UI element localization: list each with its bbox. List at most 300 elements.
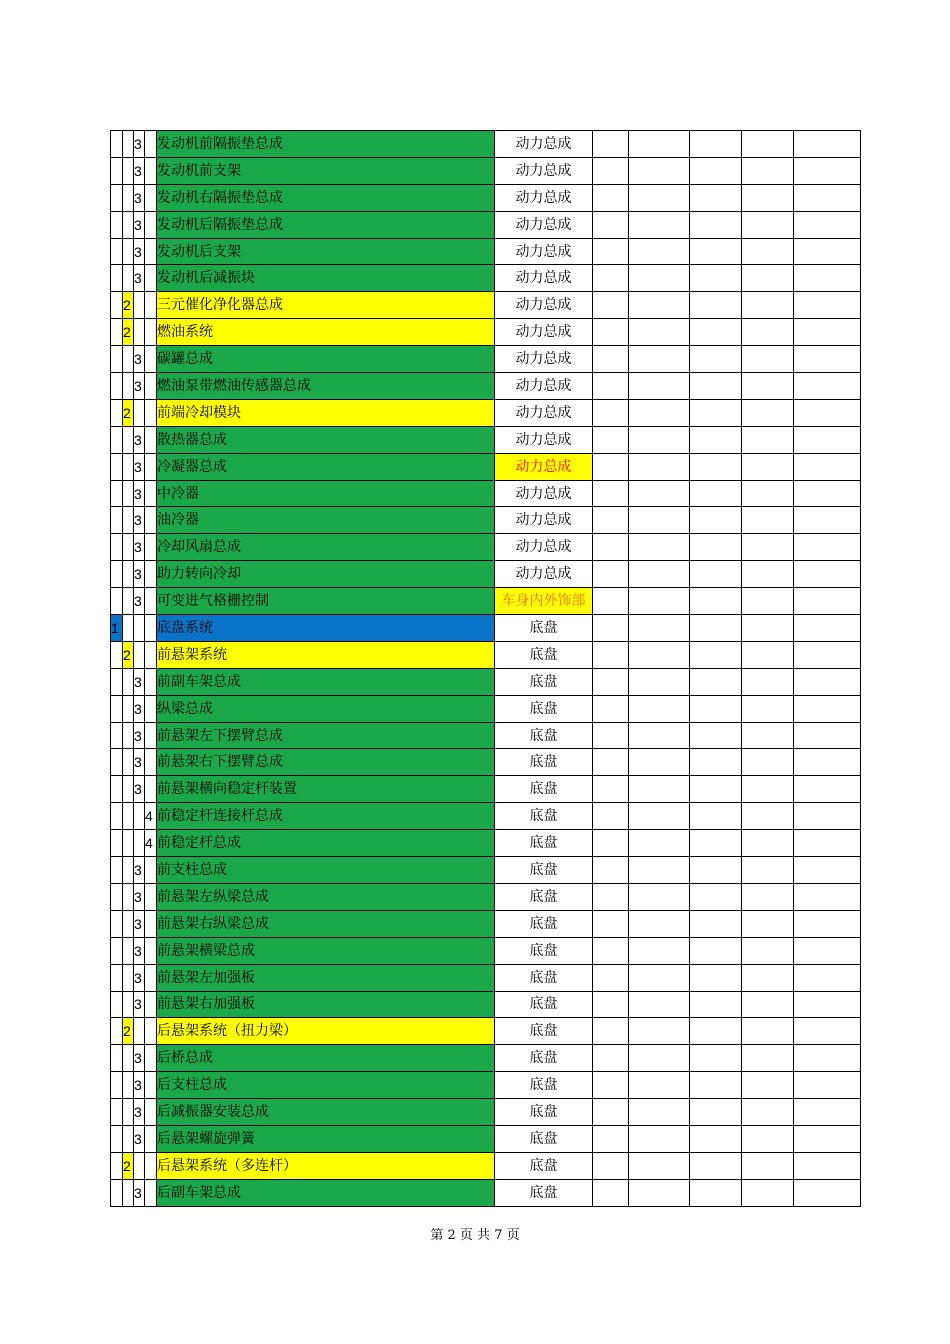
empty-cell <box>742 534 794 561</box>
category-cell: 动力总成 <box>495 373 593 400</box>
level-1-cell <box>111 211 123 238</box>
level-1-cell <box>111 830 123 857</box>
level-1-cell <box>111 1125 123 1152</box>
empty-cell <box>629 937 690 964</box>
category-cell: 底盘 <box>495 668 593 695</box>
empty-cell <box>742 937 794 964</box>
level-3-cell: 3 <box>134 1072 145 1099</box>
empty-cell <box>690 937 742 964</box>
empty-cell <box>593 1152 629 1179</box>
table-row <box>111 346 861 373</box>
level-4-cell <box>145 211 157 238</box>
level-2-cell: 2 <box>123 319 134 346</box>
empty-cell <box>690 157 742 184</box>
level-4-cell <box>145 561 157 588</box>
category-cell: 动力总成 <box>495 265 593 292</box>
part-name-cell: 后支柱总成 <box>157 1072 495 1099</box>
level-4-cell <box>145 964 157 991</box>
part-name-cell: 后悬架螺旋弹簧 <box>157 1125 495 1152</box>
empty-cell <box>690 211 742 238</box>
level-4-cell <box>145 937 157 964</box>
empty-cell <box>629 991 690 1018</box>
empty-cell <box>629 453 690 480</box>
part-name-cell: 冷凝器总成 <box>157 453 495 480</box>
level-2-cell <box>123 1072 134 1099</box>
part-name-cell: 前稳定杆总成 <box>157 830 495 857</box>
level-3-cell <box>134 399 145 426</box>
empty-cell <box>742 1152 794 1179</box>
empty-cell <box>629 964 690 991</box>
category-cell: 底盘 <box>495 1018 593 1045</box>
level-1-cell <box>111 1045 123 1072</box>
table-row <box>111 991 861 1018</box>
empty-cell <box>593 857 629 884</box>
category-cell: 动力总成 <box>495 211 593 238</box>
empty-cell <box>690 722 742 749</box>
level-1-cell <box>111 346 123 373</box>
empty-cell <box>794 1152 861 1179</box>
part-name-cell: 冷却风扇总成 <box>157 534 495 561</box>
category-cell: 动力总成 <box>495 507 593 534</box>
empty-cell <box>794 1125 861 1152</box>
empty-cell <box>690 399 742 426</box>
level-2-cell <box>123 346 134 373</box>
empty-cell <box>593 803 629 830</box>
table-row <box>111 1152 861 1179</box>
level-2-cell: 2 <box>123 399 134 426</box>
empty-cell <box>742 211 794 238</box>
level-2-cell <box>123 668 134 695</box>
empty-cell <box>794 722 861 749</box>
empty-cell <box>794 265 861 292</box>
level-2-cell <box>123 1125 134 1152</box>
level-1-cell <box>111 453 123 480</box>
level-2-cell <box>123 830 134 857</box>
empty-cell <box>794 534 861 561</box>
level-1-cell <box>111 319 123 346</box>
category-cell: 底盘 <box>495 964 593 991</box>
empty-cell <box>742 373 794 400</box>
table-row <box>111 749 861 776</box>
part-name-cell: 底盘系统 <box>157 615 495 642</box>
empty-cell <box>794 803 861 830</box>
category-cell: 动力总成 <box>495 480 593 507</box>
level-1-cell <box>111 776 123 803</box>
empty-cell <box>690 991 742 1018</box>
category-cell: 动力总成 <box>495 157 593 184</box>
empty-cell <box>742 722 794 749</box>
category-cell: 底盘 <box>495 1072 593 1099</box>
empty-cell <box>794 883 861 910</box>
empty-cell <box>690 749 742 776</box>
level-4-cell <box>145 857 157 884</box>
part-name-cell: 前悬架左纵梁总成 <box>157 883 495 910</box>
category-cell: 底盘 <box>495 722 593 749</box>
category-cell: 动力总成 <box>495 453 593 480</box>
level-3-cell: 3 <box>134 1125 145 1152</box>
empty-cell <box>794 561 861 588</box>
empty-cell <box>742 265 794 292</box>
level-3-cell: 3 <box>134 964 145 991</box>
level-2-cell <box>123 910 134 937</box>
category-cell: 底盘 <box>495 857 593 884</box>
empty-cell <box>629 534 690 561</box>
empty-cell <box>629 749 690 776</box>
table-row <box>111 1125 861 1152</box>
empty-cell <box>593 265 629 292</box>
level-4-cell <box>145 346 157 373</box>
level-2-cell: 2 <box>123 641 134 668</box>
empty-cell <box>794 507 861 534</box>
empty-cell <box>690 883 742 910</box>
level-3-cell: 3 <box>134 507 145 534</box>
empty-cell <box>593 1072 629 1099</box>
empty-cell <box>742 991 794 1018</box>
level-3-cell: 3 <box>134 426 145 453</box>
level-2-cell: 2 <box>123 1018 134 1045</box>
category-cell: 动力总成 <box>495 319 593 346</box>
empty-cell <box>629 238 690 265</box>
empty-cell <box>742 426 794 453</box>
level-1-cell: 1 <box>111 615 123 642</box>
level-1-cell <box>111 1099 123 1126</box>
table-row <box>111 453 861 480</box>
level-4-cell <box>145 641 157 668</box>
level-2-cell <box>123 991 134 1018</box>
level-3-cell: 3 <box>134 857 145 884</box>
level-3-cell: 3 <box>134 937 145 964</box>
empty-cell <box>593 1045 629 1072</box>
empty-cell <box>629 1179 690 1206</box>
level-1-cell <box>111 641 123 668</box>
empty-cell <box>629 830 690 857</box>
empty-cell <box>690 1152 742 1179</box>
table-row <box>111 1018 861 1045</box>
empty-cell <box>794 1018 861 1045</box>
part-name-cell: 燃油泵带燃油传感器总成 <box>157 373 495 400</box>
level-2-cell <box>123 588 134 615</box>
part-name-cell: 前支柱总成 <box>157 857 495 884</box>
level-4-cell <box>145 1125 157 1152</box>
category-cell: 底盘 <box>495 1179 593 1206</box>
empty-cell <box>742 776 794 803</box>
empty-cell <box>742 131 794 158</box>
level-3-cell: 3 <box>134 480 145 507</box>
empty-cell <box>690 453 742 480</box>
empty-cell <box>742 964 794 991</box>
level-4-cell <box>145 1045 157 1072</box>
category-cell: 动力总成 <box>495 131 593 158</box>
level-3-cell: 3 <box>134 211 145 238</box>
empty-cell <box>690 480 742 507</box>
empty-cell <box>742 157 794 184</box>
table-row <box>111 1179 861 1206</box>
empty-cell <box>690 857 742 884</box>
empty-cell <box>690 668 742 695</box>
level-2-cell <box>123 534 134 561</box>
empty-cell <box>690 776 742 803</box>
empty-cell <box>690 534 742 561</box>
category-cell: 动力总成 <box>495 534 593 561</box>
empty-cell <box>690 184 742 211</box>
empty-cell <box>690 1099 742 1126</box>
empty-cell <box>690 131 742 158</box>
empty-cell <box>629 373 690 400</box>
level-3-cell: 3 <box>134 561 145 588</box>
empty-cell <box>742 1018 794 1045</box>
part-name-cell: 助力转向冷却 <box>157 561 495 588</box>
table-row <box>111 265 861 292</box>
empty-cell <box>794 1072 861 1099</box>
part-name-cell: 碳罐总成 <box>157 346 495 373</box>
empty-cell <box>742 1099 794 1126</box>
part-name-cell: 散热器总成 <box>157 426 495 453</box>
table-row <box>111 910 861 937</box>
level-1-cell <box>111 480 123 507</box>
level-3-cell: 3 <box>134 776 145 803</box>
category-cell: 底盘 <box>495 803 593 830</box>
level-4-cell <box>145 776 157 803</box>
empty-cell <box>690 265 742 292</box>
empty-cell <box>794 399 861 426</box>
table-row <box>111 480 861 507</box>
empty-cell <box>742 883 794 910</box>
level-4-cell <box>145 1179 157 1206</box>
empty-cell <box>593 910 629 937</box>
empty-cell <box>742 695 794 722</box>
empty-cell <box>593 749 629 776</box>
part-name-cell: 发动机右隔振垫总成 <box>157 184 495 211</box>
level-2-cell <box>123 615 134 642</box>
table-row <box>111 426 861 453</box>
part-name-cell: 前副车架总成 <box>157 668 495 695</box>
empty-cell <box>742 668 794 695</box>
empty-cell <box>593 426 629 453</box>
empty-cell <box>794 615 861 642</box>
level-1-cell <box>111 373 123 400</box>
empty-cell <box>742 749 794 776</box>
level-4-cell <box>145 749 157 776</box>
part-name-cell: 可变进气格栅控制 <box>157 588 495 615</box>
level-4-cell <box>145 426 157 453</box>
level-2-cell <box>123 453 134 480</box>
empty-cell <box>690 238 742 265</box>
empty-cell <box>690 292 742 319</box>
table-row <box>111 561 861 588</box>
level-2-cell: 2 <box>123 292 134 319</box>
empty-cell <box>794 910 861 937</box>
empty-cell <box>794 480 861 507</box>
table-row <box>111 776 861 803</box>
empty-cell <box>629 857 690 884</box>
level-2-cell <box>123 937 134 964</box>
empty-cell <box>593 373 629 400</box>
empty-cell <box>742 238 794 265</box>
level-4-cell <box>145 615 157 642</box>
table-row <box>111 211 861 238</box>
part-name-cell: 前悬架右纵梁总成 <box>157 910 495 937</box>
empty-cell <box>593 830 629 857</box>
empty-cell <box>593 615 629 642</box>
level-4-cell <box>145 507 157 534</box>
empty-cell <box>629 776 690 803</box>
empty-cell <box>690 588 742 615</box>
empty-cell <box>593 588 629 615</box>
level-2-cell <box>123 238 134 265</box>
category-cell: 底盘 <box>495 641 593 668</box>
empty-cell <box>794 453 861 480</box>
level-1-cell <box>111 910 123 937</box>
part-name-cell: 后桥总成 <box>157 1045 495 1072</box>
empty-cell <box>593 641 629 668</box>
table-row <box>111 534 861 561</box>
level-1-cell <box>111 964 123 991</box>
empty-cell <box>690 910 742 937</box>
empty-cell <box>742 1125 794 1152</box>
level-3-cell: 3 <box>134 1179 145 1206</box>
level-4-cell <box>145 883 157 910</box>
level-1-cell <box>111 265 123 292</box>
table-row <box>111 319 861 346</box>
empty-cell <box>629 399 690 426</box>
level-2-cell <box>123 803 134 830</box>
empty-cell <box>629 184 690 211</box>
level-3-cell: 3 <box>134 238 145 265</box>
empty-cell <box>629 883 690 910</box>
table-row <box>111 373 861 400</box>
table-row <box>111 937 861 964</box>
level-4-cell <box>145 1072 157 1099</box>
empty-cell <box>794 1179 861 1206</box>
empty-cell <box>794 588 861 615</box>
empty-cell <box>690 695 742 722</box>
level-2-cell <box>123 131 134 158</box>
level-2-cell <box>123 722 134 749</box>
category-cell: 动力总成 <box>495 399 593 426</box>
level-1-cell <box>111 399 123 426</box>
level-2-cell <box>123 964 134 991</box>
empty-cell <box>742 641 794 668</box>
empty-cell <box>690 803 742 830</box>
level-1-cell <box>111 292 123 319</box>
level-3-cell: 3 <box>134 346 145 373</box>
empty-cell <box>690 1072 742 1099</box>
part-name-cell: 发动机后支架 <box>157 238 495 265</box>
level-2-cell <box>123 1179 134 1206</box>
empty-cell <box>690 561 742 588</box>
part-name-cell: 发动机后隔振垫总成 <box>157 211 495 238</box>
part-name-cell: 前悬架左下摆臂总成 <box>157 722 495 749</box>
category-cell: 底盘 <box>495 1125 593 1152</box>
empty-cell <box>742 857 794 884</box>
empty-cell <box>742 399 794 426</box>
level-4-cell <box>145 238 157 265</box>
level-2-cell <box>123 749 134 776</box>
empty-cell <box>629 1152 690 1179</box>
level-3-cell <box>134 1152 145 1179</box>
empty-cell <box>629 319 690 346</box>
level-4-cell <box>145 1152 157 1179</box>
part-name-cell: 纵梁总成 <box>157 695 495 722</box>
level-4-cell <box>145 722 157 749</box>
empty-cell <box>593 346 629 373</box>
category-cell: 底盘 <box>495 830 593 857</box>
level-3-cell <box>134 830 145 857</box>
empty-cell <box>593 668 629 695</box>
empty-cell <box>690 373 742 400</box>
empty-cell <box>593 157 629 184</box>
level-1-cell <box>111 991 123 1018</box>
table-row <box>111 722 861 749</box>
empty-cell <box>593 695 629 722</box>
level-4-cell: 4 <box>145 830 157 857</box>
empty-cell <box>629 695 690 722</box>
category-cell: 底盘 <box>495 937 593 964</box>
category-cell: 动力总成 <box>495 346 593 373</box>
level-1-cell <box>111 803 123 830</box>
part-name-cell: 发动机前支架 <box>157 157 495 184</box>
level-3-cell: 3 <box>134 749 145 776</box>
level-2-cell <box>123 507 134 534</box>
category-cell: 动力总成 <box>495 292 593 319</box>
empty-cell <box>794 857 861 884</box>
empty-cell <box>794 319 861 346</box>
category-cell: 底盘 <box>495 749 593 776</box>
level-1-cell <box>111 937 123 964</box>
level-4-cell <box>145 157 157 184</box>
level-1-cell <box>111 238 123 265</box>
level-2-cell <box>123 776 134 803</box>
level-2-cell <box>123 695 134 722</box>
level-3-cell: 3 <box>134 373 145 400</box>
empty-cell <box>690 1018 742 1045</box>
empty-cell <box>629 561 690 588</box>
level-4-cell <box>145 668 157 695</box>
empty-cell <box>593 722 629 749</box>
level-3-cell <box>134 319 145 346</box>
level-3-cell: 3 <box>134 534 145 561</box>
empty-cell <box>794 641 861 668</box>
level-2-cell <box>123 184 134 211</box>
empty-cell <box>742 588 794 615</box>
empty-cell <box>742 1072 794 1099</box>
empty-cell <box>593 131 629 158</box>
level-4-cell <box>145 1099 157 1126</box>
empty-cell <box>794 292 861 319</box>
level-1-cell <box>111 749 123 776</box>
empty-cell <box>690 507 742 534</box>
table-row <box>111 507 861 534</box>
category-cell: 动力总成 <box>495 561 593 588</box>
level-2-cell <box>123 883 134 910</box>
level-2-cell <box>123 857 134 884</box>
empty-cell <box>629 507 690 534</box>
category-cell: 底盘 <box>495 776 593 803</box>
empty-cell <box>794 695 861 722</box>
level-2-cell <box>123 157 134 184</box>
part-name-cell: 中冷器 <box>157 480 495 507</box>
level-2-cell <box>123 1099 134 1126</box>
level-3-cell: 3 <box>134 157 145 184</box>
category-cell: 车身内外饰部 <box>495 588 593 615</box>
empty-cell <box>690 346 742 373</box>
table-row <box>111 641 861 668</box>
empty-cell <box>629 1125 690 1152</box>
level-3-cell <box>134 292 145 319</box>
empty-cell <box>742 803 794 830</box>
empty-cell <box>742 507 794 534</box>
level-3-cell: 3 <box>134 991 145 1018</box>
